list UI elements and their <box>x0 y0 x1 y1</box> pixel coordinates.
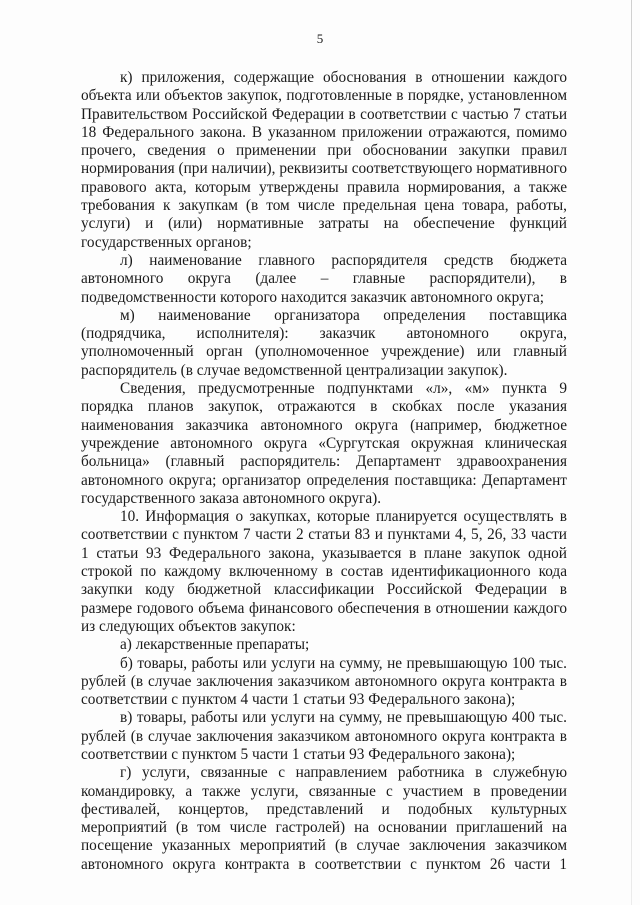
paragraph-b: б) товары, работы или услуги на сумму, не превышающую 100 тыс. рублей (в случае заключения заказчиком автономного округа контракта в соответствии с пунктом 4 части 1 статьи 93 Федерального закона); <box>81 654 567 709</box>
scan-edge-line <box>631 0 632 905</box>
paragraph-g: г) услуги, связанные с направлением работника в служебную командировку, а также услуги, связанные с участием в проведении фестивалей, концертов, представлений и подобных культурных мероприятий (в том числе гастролей) на основании приглашений на посещение указанных мероприятий (в случае заключения заказчиком автономного округа контракта в соответствии с пунктом 26 части 1 <box>81 764 567 873</box>
paragraph-m: м) наименование организатора определения поставщика (подрядчика, исполнителя): заказчик автономного округа, уполномоченный орган (уполномоченное учреждение) или главный распорядитель (в случае ведомственной централизации закупок). <box>81 306 567 379</box>
paragraph-a: а) лекарственные препараты; <box>120 636 310 654</box>
paragraph-10: 10. Информация о закупках, которые планируется осуществлять в соответствии с пунктом 7 части 2 статьи 83 и пунктами 4, 5, 26, 33 части 1 статьи 93 Федерального закона, указывается в плане закупок одной строкой по каждому включенному в состав идентификационного кода закупки коду бюджетной классификации Российской Федерации в размере годового объема финансового обеспечения в отношении каждого из следующих объектов закупок: <box>81 508 567 635</box>
paragraph-l: л) наименование главного распорядителя средств бюджета автономного округа (далее – главные распорядители), в подведомственности которого находится заказчик автономного округа; <box>81 251 567 306</box>
paragraph-info-note: Сведения, предусмотренные подпунктами «л», «м» пункта 9 порядка планов закупок, отражаются в скобках после указания наименования заказчика автономного округа (например, бюджетное учреждение автономного округа «Сургутская окружная клиническая больница» (главный распорядитель: Департамент здравоохранения автономного округа; организатор определения поставщика: Департамент государственного заказа автономного округа). <box>81 380 567 507</box>
paragraph-v: в) товары, работы или услуги на сумму, не превышающую 400 тыс. рублей (в случае заключения заказчиком автономного округа контракта в соответствии с пунктом 5 части 1 статьи 93 Федерального закона); <box>81 709 567 763</box>
paragraph-k: к) приложения, содержащие обоснования в отношении каждого объекта или объектов закупок, подготовленные в порядке, установленном Правительством Российской Федерации в соответствии с частью 7 статьи 18 Федерального закона. В указанном приложении отражаются, помимо прочего, сведения о применении при обосновании закупки правил нормирования (при наличии), реквизиты соответствующего нормативного правового акта, которым утверждены правила нормирования, а также требования к закупкам (в том числе предельная цена товара, работы, услуги) и (или) нормативные затраты на обеспечение функций государственных органов; <box>81 69 567 251</box>
document-body <box>81 69 567 874</box>
page-number: 5 <box>316 31 324 46</box>
